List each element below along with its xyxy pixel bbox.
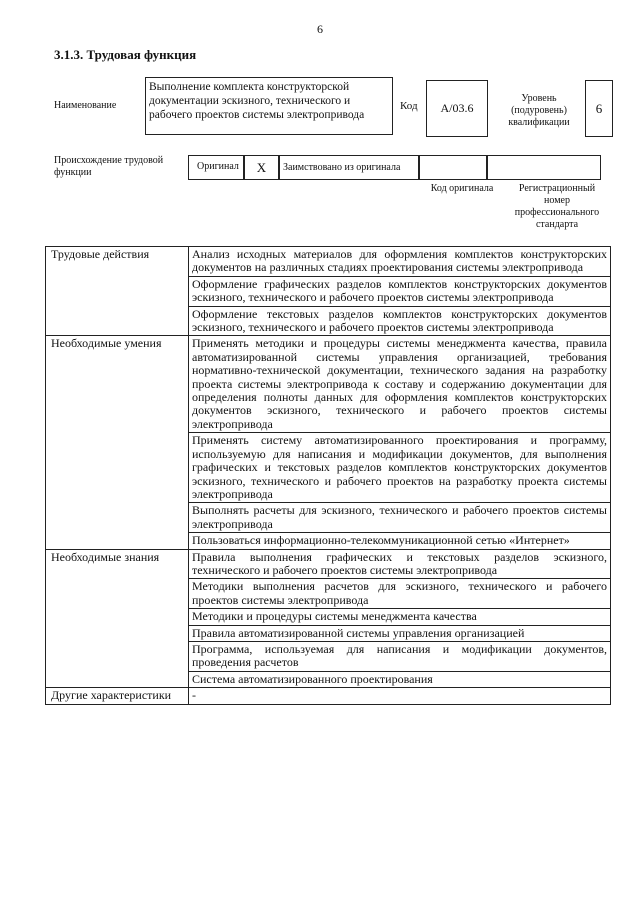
name-label: Наименование <box>54 100 117 111</box>
table-cell: Применять систему автоматизированного проектирования и программу, используемую для написания и модификации документов, для выполнения графических и текстовых разделов комплектов конструкторских документов эскизного, технического и рабочего проектов на разработку проекта системы электропривода <box>189 433 611 503</box>
code-original-caption: Код оригинала <box>430 183 494 194</box>
reg-number-cell <box>487 155 601 180</box>
table-cell: Система автоматизированного проектирования <box>189 671 611 687</box>
reg-number-caption: Регистрационный номер профессионального стандарта <box>514 183 600 230</box>
code-original-cell <box>419 155 487 180</box>
code-value-box: А/03.6 <box>426 80 488 137</box>
section-title: 3.1.3. Трудовая функция <box>54 47 197 62</box>
level-label: Уровень (подуровень) квалификации <box>508 93 570 128</box>
table-cell: Пользоваться информационно-телекоммуникационной сетью «Интернет» <box>189 533 611 549</box>
table-cell: Применять методики и процедуры системы менеджмента качества, правила автоматизированной системы управления организацией, требования нормативно-технической документации, технического задания на разработку проекта системы электропривода к составу и содержанию документации для определения полноты данных для оформления комплектов конструкторских документов эскизного, технического и рабочего проектов системы электропривода <box>189 336 611 433</box>
origin-label: Происхождение трудовой функции <box>54 155 164 178</box>
original-label: Оригинал <box>197 161 239 172</box>
table-row <box>46 336 611 433</box>
table-cell: Выполнять расчеты для эскизного, технического и рабочего проектов системы электропривода <box>189 503 611 533</box>
section-heading: Трудовые действия <box>46 247 189 336</box>
code-label: Код <box>400 100 418 112</box>
section-heading: Необходимые знания <box>46 549 189 688</box>
table-cell: Анализ исходных материалов для оформления комплектов конструкторских документов на различных стадиях проектирования системы электропривода <box>189 247 611 277</box>
table-cell: Оформление графических разделов комплектов конструкторских документов эскизного, технического и рабочего проектов системы электропривода <box>189 276 611 306</box>
page-number: 6 <box>317 22 323 36</box>
original-cell <box>188 155 244 180</box>
table-cell: Правила выполнения графических и текстовых разделов эскизного, технического и рабочего проектов системы электропривода <box>189 549 611 579</box>
section-heading: Необходимые умения <box>46 336 189 549</box>
table-cell: Оформление текстовых разделов комплектов конструкторских документов эскизного, технического и рабочего проектов системы электропривода <box>189 306 611 336</box>
table-row <box>46 247 611 277</box>
table-cell: Программа, используемая для написания и модификации документов, проведения расчетов <box>189 641 611 671</box>
labor-function-table <box>45 246 611 705</box>
borrowed-label: Заимствовано из оригинала <box>283 162 401 173</box>
table-cell: - <box>189 688 611 704</box>
table-cell: Методики и процедуры системы менеджмента качества <box>189 609 611 625</box>
table-cell: Методики выполнения расчетов для эскизного, технического и рабочего проектов системы электропривода <box>189 579 611 609</box>
table-row <box>46 688 611 704</box>
borrowed-cell <box>279 155 419 180</box>
section-heading: Другие характеристики <box>46 688 189 704</box>
original-mark: X <box>256 160 267 175</box>
level-value-box: 6 <box>585 80 613 137</box>
original-mark-cell <box>244 155 279 180</box>
table-row <box>46 549 611 579</box>
table-cell: Правила автоматизированной системы управления организацией <box>189 625 611 641</box>
origin-grid <box>188 155 611 180</box>
function-name-box: Выполнение комплекта конструкторской документации эскизного, технического и рабочего проектов системы электропривода <box>145 77 393 135</box>
